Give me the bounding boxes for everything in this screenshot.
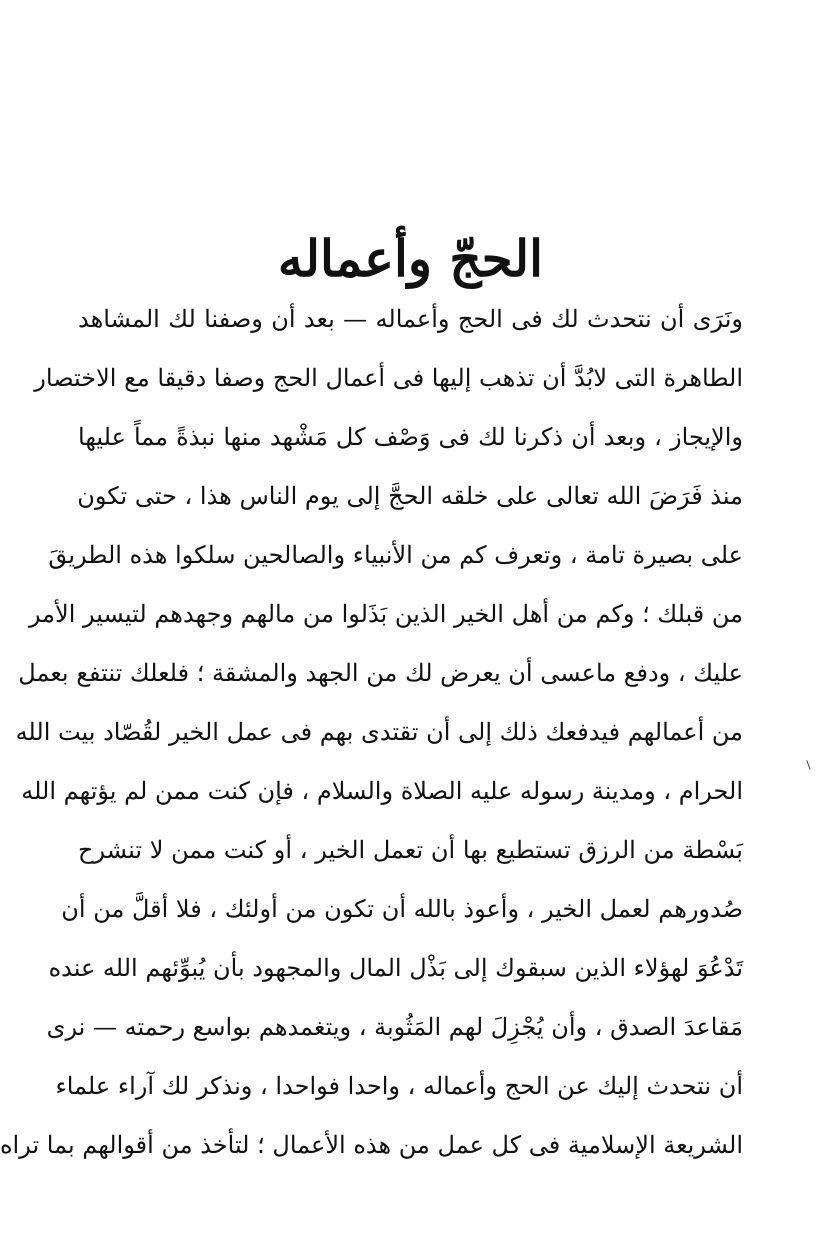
text-line: والإيجاز ، وبعد أن ذكرنا لك فى وَصْف كل مَشْهد منها نبذةً مماً عليها [78,423,743,451]
chapter-title: الحجّ وأعماله [277,228,544,288]
text-line: من قبلك ؛ وكم من أهل الخير الذين بَذَلوا من مالهم وجهدهم لتيسير الأمر [28,600,743,628]
text-line: عليك ، ودفع ماعسى أن يعرض لك من الجهد والمشقة ؛ فلعلك تنتفع بعمل [18,659,743,687]
text-line: أن نتحدث إليك عن الحج وأعماله ، واحدا فواحدا ، ونذكر لك آراء علماء [55,1072,743,1100]
text-line: تَدْعُوَ لهؤلاء الذين سبقوك إلى بَذْل المال والمجهود بأن يُبوِّئهم الله عنده [48,954,743,982]
text-line: الحرام ، ومدينة رسوله عليه الصلاة والسلام ، فإن كنت ممن لم يؤتهم الله [21,777,743,805]
text-line: ونَرَى أن نتحدث لك فى الحج وأعماله — بعد أن وصفنا لك المشاهد [78,305,743,333]
text-line: مَقاعدَ الصدق ، وأن يُجْزِلَ لهم المَثُوبة ، ويتغمدهم بواسع رحمته — نرى [46,1013,743,1041]
text-line: بَسْطة من الرزق تستطيع بها أن تعمل الخير ، أو كنت ممن لا تنشرح [78,836,743,864]
margin-mark [806,760,810,770]
text-line: الشريعة الإسلامية فى كل عمل من هذه الأعمال ؛ لتأخذ من أقوالهم بما تراه [0,1131,743,1159]
text-line: على بصيرة تامة ، وتعرف كم من الأنبياء والصالحين سلكوا هذه الطريقَ [48,541,743,569]
text-line: صُدورهم لعمل الخير ، وأعوذ بالله أن تكون من أولئك ، فلا أقلَّ من أن [61,895,743,923]
text-line: منذ فَرَضَ الله تعالى على خلقه الحجَّ إلى يوم الناس هذا ، حتى تكون [77,482,743,510]
text-line: الطاهرة التى لابُدَّ أن تذهب إليها فى أعمال الحج وصفا دقيقا مع الاختصار [34,364,743,392]
body-paragraph [0,290,743,1175]
text-line: من أعمالهم فيدفعك ذلك إلى أن تقتدى بهم فى عمل الخير لقُصّاد بيت الله [15,718,743,746]
